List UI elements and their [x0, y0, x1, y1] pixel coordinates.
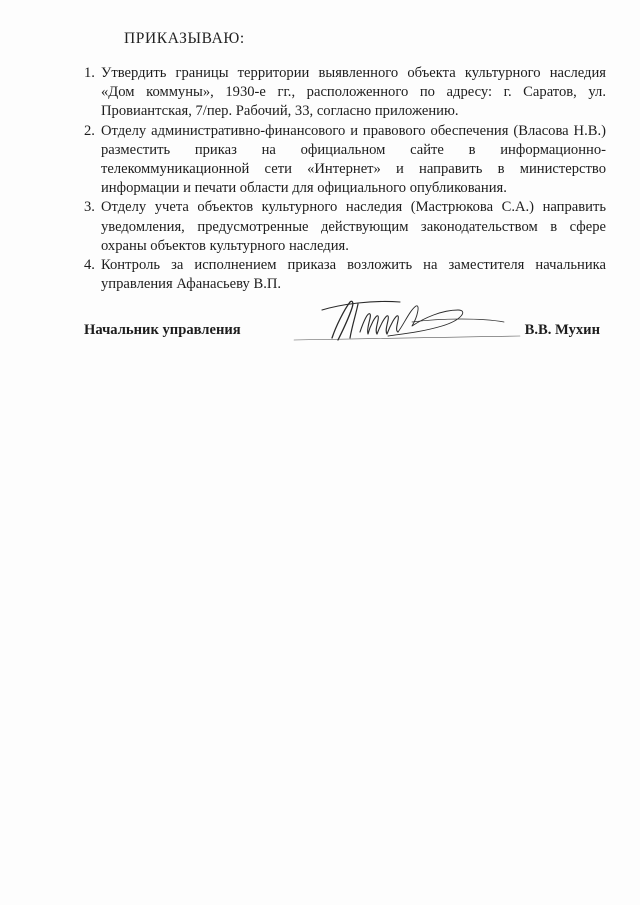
item-text: Утвердить границы территории выявленного объекта культурного наследия «Дом коммуны», 1930-е гг., расположенного по адресу: г. Саратов, ул. Провиантская, 7/пер. Рабочий, 33, согласно приложению. — [101, 65, 606, 120]
item-text: Отделу административно-финансового и правового обеспечения (Власова Н.В.) разместить приказ на официальном сайте в информационно-телекоммуникационной сети «Интернет» и направить в министерство информации и печати области для официального опубликования. — [101, 122, 606, 197]
signatory-name: В.В. Мухин — [524, 322, 600, 338]
list-item — [84, 198, 606, 256]
item-number: 2. — [84, 122, 95, 139]
order-heading: ПРИКАЗЫВАЮ: — [124, 30, 245, 47]
list-item — [84, 64, 606, 122]
item-text: Отделу учета объектов культурного наследия (Мастрюкова С.А.) направить уведомления, предусмотренные действующим законодательством в сфере охраны объектов культурного наследия. — [101, 199, 606, 254]
item-number: 3. — [84, 199, 95, 216]
list-item — [84, 122, 606, 199]
list-item — [84, 256, 606, 294]
signature-block — [84, 318, 606, 348]
handwritten-signature-icon — [292, 296, 522, 346]
signatory-title: Начальник управления — [84, 322, 241, 338]
item-text: Контроль за исполнением приказа возложить на заместителя начальника управления Афанасьеву В.П. — [101, 257, 606, 293]
order-items-list — [84, 64, 606, 294]
item-number: 4. — [84, 257, 95, 274]
item-number: 1. — [84, 65, 95, 81]
